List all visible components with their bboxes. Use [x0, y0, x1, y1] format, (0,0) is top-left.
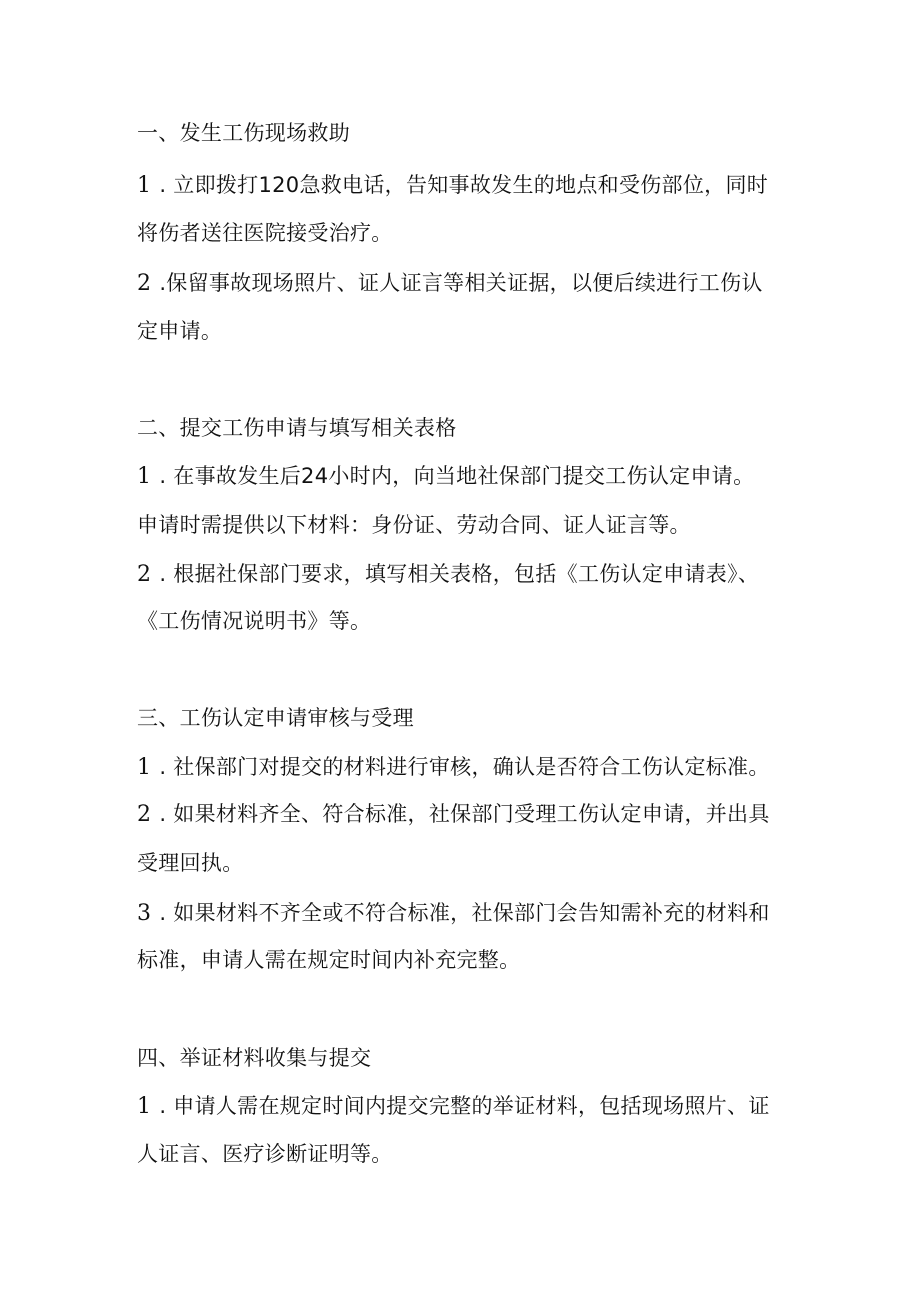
- item-number: 2: [137, 271, 152, 296]
- item-text-continuation: 《工伤情况说明书》等。: [137, 609, 372, 633]
- item-text-continuation: 受理回执。: [137, 851, 244, 875]
- section-heading: 四、举证材料收集与提交: [137, 1046, 372, 1070]
- item-text-continuation: 申请时需提供以下材料：身份证、劳动合同、证人证言等。: [137, 513, 691, 537]
- list-item: [137, 461, 837, 492]
- list-item: [137, 268, 837, 299]
- item-text: . 立即拨打120急救电话，告知事故发生的地点和受伤部位，同时: [159, 173, 769, 197]
- item-text: . 如果材料不齐全或不符合标准，社保部门会告知需补充的材料和: [159, 901, 770, 925]
- item-text: .保留事故现场照片、证人证言等相关证据，以便后续进行工伤认: [159, 271, 763, 295]
- item-text: . 根据社保部门要求，填写相关表格，包括《工伤认定申请表》、: [159, 562, 760, 586]
- item-text: . 在事故发生后24小时内，向当地社保部门提交工伤认定申请。: [159, 464, 755, 488]
- item-number: 2: [137, 562, 152, 587]
- list-item: [137, 799, 837, 830]
- item-number: 1: [137, 464, 152, 489]
- item-number: 1: [137, 1094, 152, 1119]
- item-number: 2: [137, 802, 152, 827]
- item-text: . 申请人需在规定时间内提交完整的举证材料，包括现场照片、证: [159, 1094, 770, 1118]
- item-text: . 如果材料齐全、符合标准，社保部门受理工伤认定申请，并出具: [159, 802, 770, 826]
- item-number: 1: [137, 755, 152, 780]
- list-item: [137, 170, 837, 201]
- list-item: [137, 1091, 837, 1122]
- list-item: [137, 559, 837, 590]
- section-heading: 一、发生工伤现场救助: [137, 121, 350, 145]
- item-text-continuation: 标准，申请人需在规定时间内补充完整。: [137, 948, 521, 972]
- item-number: 3: [137, 901, 152, 926]
- item-text-continuation: 人证言、医疗诊断证明等。: [137, 1142, 393, 1166]
- item-text-continuation: 将伤者送往医院接受治疗。: [137, 221, 393, 245]
- item-number: 1: [137, 173, 152, 198]
- section-heading: 三、工伤认定申请审核与受理: [137, 706, 414, 730]
- list-item: [137, 752, 837, 783]
- item-text: . 社保部门对提交的材料进行审核，确认是否符合工伤认定标准。: [159, 755, 770, 779]
- item-text-continuation: 定申请。: [137, 319, 223, 343]
- section-heading: 二、提交工伤申请与填写相关表格: [137, 416, 457, 440]
- list-item: [137, 898, 837, 929]
